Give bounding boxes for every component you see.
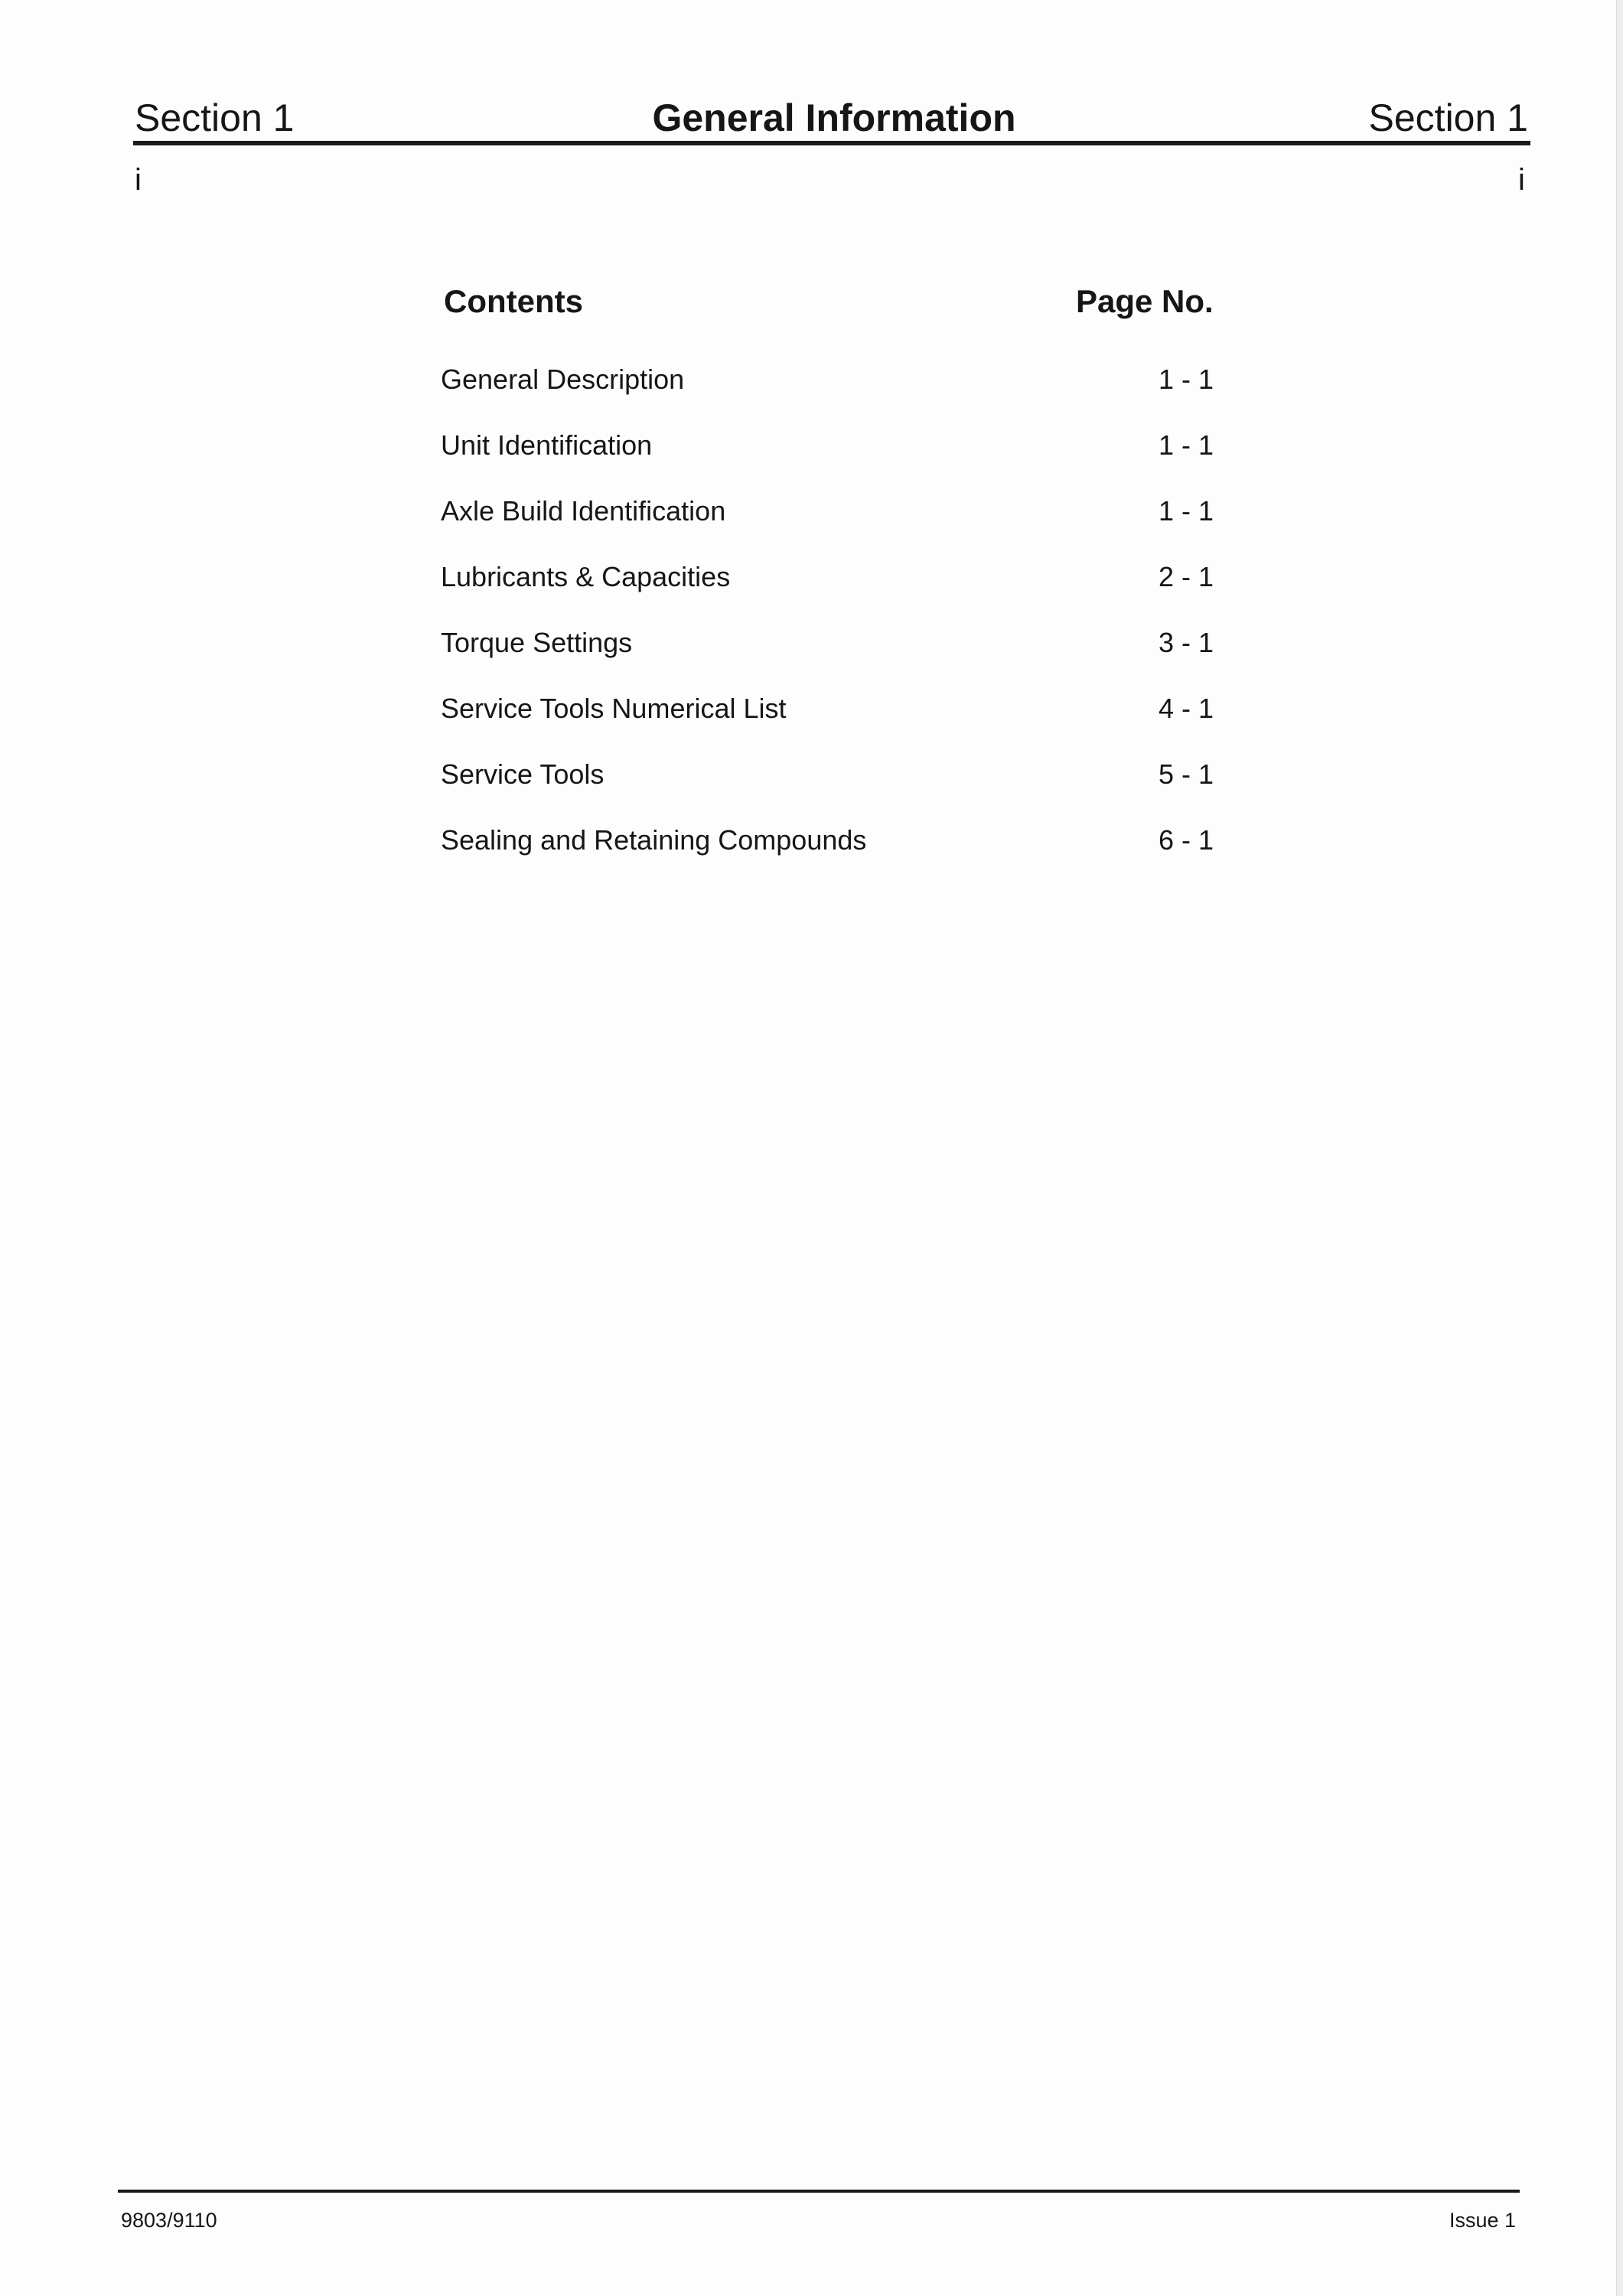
document-number: 9803/9110 — [121, 2209, 217, 2232]
page-title: General Information — [652, 96, 1016, 139]
toc-entry-title: Lubricants & Capacities — [441, 561, 731, 592]
toc-entry-page: 2 - 1 — [1158, 561, 1214, 592]
toc-entry-title: Service Tools — [441, 758, 605, 790]
toc-entry-general-description[interactable] — [441, 360, 1214, 400]
toc-entry-page: 4 - 1 — [1158, 693, 1214, 724]
toc-entry-unit-identification[interactable] — [441, 426, 1214, 465]
header-section-right: Section 1 — [1368, 96, 1528, 139]
contents-heading: Contents — [444, 283, 583, 319]
toc-entry-title: Axle Build Identification — [441, 495, 726, 527]
toc-entry-page: 1 - 1 — [1158, 364, 1214, 395]
toc-entry-service-tools-numerical-list[interactable] — [441, 689, 1214, 729]
toc-entry-page: 3 - 1 — [1158, 627, 1214, 658]
page-mark-right: i — [1518, 163, 1525, 197]
toc-entry-title: Sealing and Retaining Compounds — [441, 824, 867, 856]
toc-entry-title: Torque Settings — [441, 627, 633, 658]
toc-entry-page: 1 - 1 — [1158, 495, 1214, 527]
toc-entry-title: Unit Identification — [441, 429, 653, 461]
toc-entry-service-tools[interactable] — [441, 755, 1214, 794]
issue-label: Issue 1 — [1449, 2209, 1516, 2232]
toc-entry-page: 5 - 1 — [1158, 758, 1214, 790]
footer-divider — [118, 2190, 1520, 2193]
toc-entry-page: 6 - 1 — [1158, 824, 1214, 856]
toc-entry-lubricants-capacities[interactable] — [441, 557, 1214, 597]
header-section-left: Section 1 — [135, 96, 295, 139]
toc-entry-axle-build-identification[interactable] — [441, 491, 1214, 531]
toc-entry-page: 1 - 1 — [1158, 429, 1214, 461]
toc-entry-torque-settings[interactable] — [441, 623, 1214, 663]
page-number-heading: Page No. — [1076, 283, 1214, 319]
page-edge — [1616, 0, 1623, 2296]
page-mark-left: i — [135, 163, 142, 197]
toc-entry-title: Service Tools Numerical List — [441, 693, 787, 724]
toc-entry-title: General Description — [441, 364, 685, 395]
toc-entry-sealing-retaining-compounds[interactable] — [441, 820, 1214, 860]
